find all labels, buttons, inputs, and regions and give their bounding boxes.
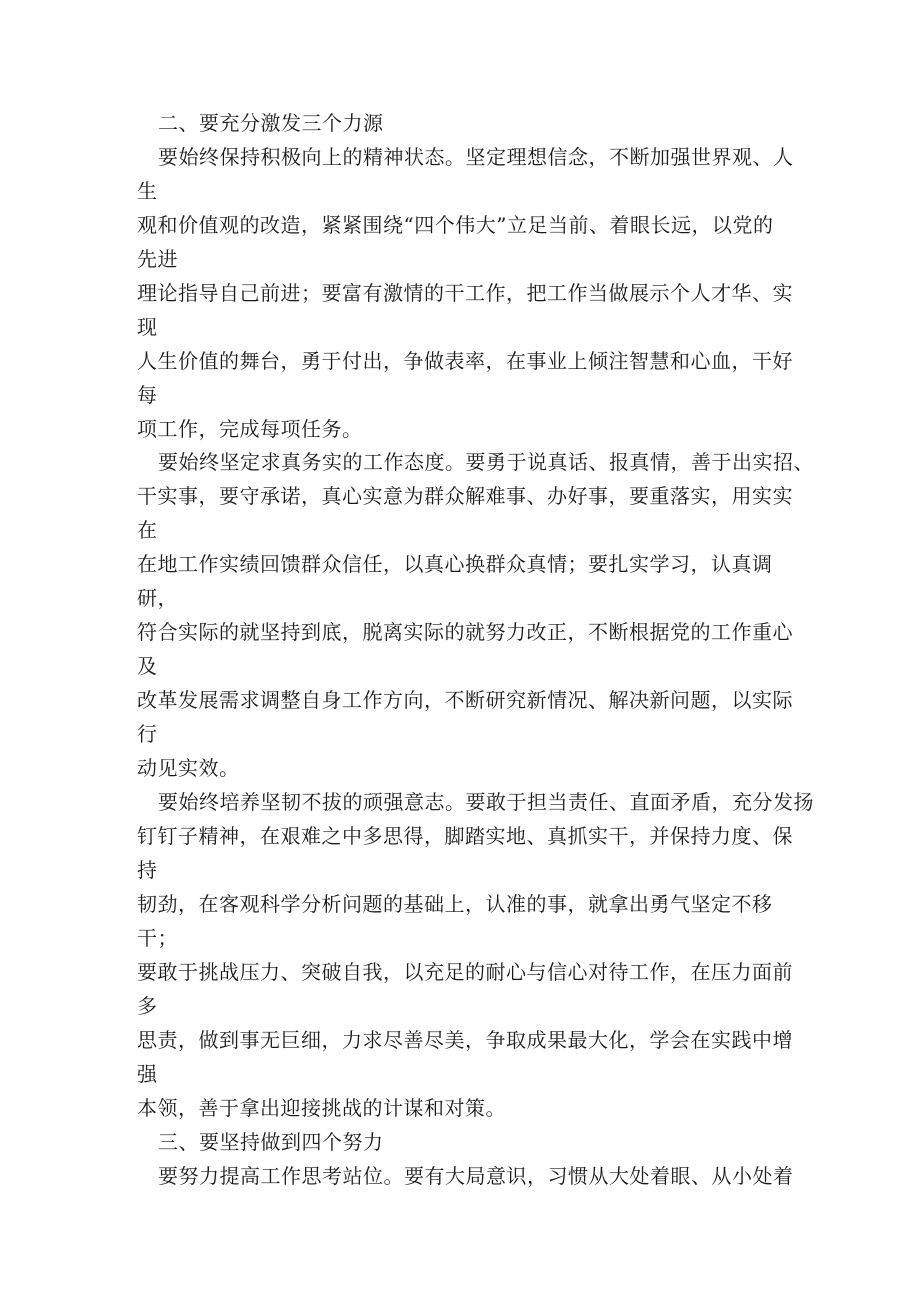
paragraph-line: 要始终培养坚韧不拔的顽强意志。要敢于担当责任、直面矛盾，充分发扬: [158, 790, 814, 814]
paragraph-line: 要努力提高工作思考站位。要有大局意识，习惯从大处着眼、从小处着: [158, 1164, 794, 1188]
paragraph-line: 强: [137, 1062, 158, 1086]
paragraph-line: 观和价值观的改造，紧紧围绕“四个伟大”立足当前、着眼长远，以党的: [137, 213, 774, 237]
paragraph-line: 研，: [137, 586, 178, 610]
paragraph-line: 每: [137, 383, 158, 407]
paragraph-line: 思责，做到事无巨细，力求尽善尽美，争取成果最大化，学会在实践中增: [137, 1028, 793, 1052]
paragraph-line: 理论指导自己前进；要富有激情的干工作，把工作当做展示个人才华、实: [137, 281, 793, 305]
paragraph-line: 项工作，完成每项任务。: [137, 417, 363, 441]
paragraph-line: 现: [137, 315, 158, 339]
paragraph-line: 干实事，要守承诺，真心实意为群众解难事、办好事，要重落实，用实实: [137, 484, 793, 508]
paragraph-line: 本领，善于拿出迎接挑战的计谋和对策。: [137, 1096, 506, 1120]
paragraph-line: 多: [137, 994, 158, 1018]
paragraph-line: 钉钉子精神，在艰难之中多思得，脚踏实地、真抓实干，并保持力度、保: [137, 824, 793, 848]
paragraph-line: 干；: [137, 926, 178, 950]
paragraph-line: 及: [137, 654, 158, 678]
paragraph-line: 人生价值的舞台，勇于付出，争做表率，在事业上倾注智慧和心血，干好: [137, 349, 793, 373]
section-heading-3: 三、要坚持做到四个努力: [158, 1130, 384, 1154]
paragraph-line: 要始终保持积极向上的精神状态。坚定理想信念，不断加强世界观、人: [158, 145, 794, 169]
paragraph-line: 韧劲，在客观科学分析问题的基础上，认准的事，就拿出勇气坚定不移: [137, 892, 773, 916]
paragraph-line: 行: [137, 722, 158, 746]
paragraph-line: 持: [137, 858, 158, 882]
paragraph-line: 符合实际的就坚持到底，脱离实际的就努力改正，不断根据党的工作重心: [137, 620, 793, 644]
paragraph-line: 在: [137, 518, 158, 542]
paragraph-line: 动见实效。: [137, 756, 240, 780]
paragraph-line: 改革发展需求调整自身工作方向，不断研究新情况、解决新问题，以实际: [137, 688, 793, 712]
paragraph-line: 在地工作实绩回馈群众信任，以真心换群众真情；要扎实学习，认真调: [137, 552, 773, 576]
paragraph-line: 要敢于挑战压力、突破自我，以充足的耐心与信心对待工作，在压力面前: [137, 960, 793, 984]
paragraph-line: 要始终坚定求真务实的工作态度。要勇于说真话、报真情，善于出实招、: [158, 450, 814, 474]
section-heading-2: 二、要充分激发三个力源: [158, 111, 384, 135]
paragraph-line: 生: [137, 179, 158, 203]
paragraph-line: 先进: [137, 247, 178, 271]
